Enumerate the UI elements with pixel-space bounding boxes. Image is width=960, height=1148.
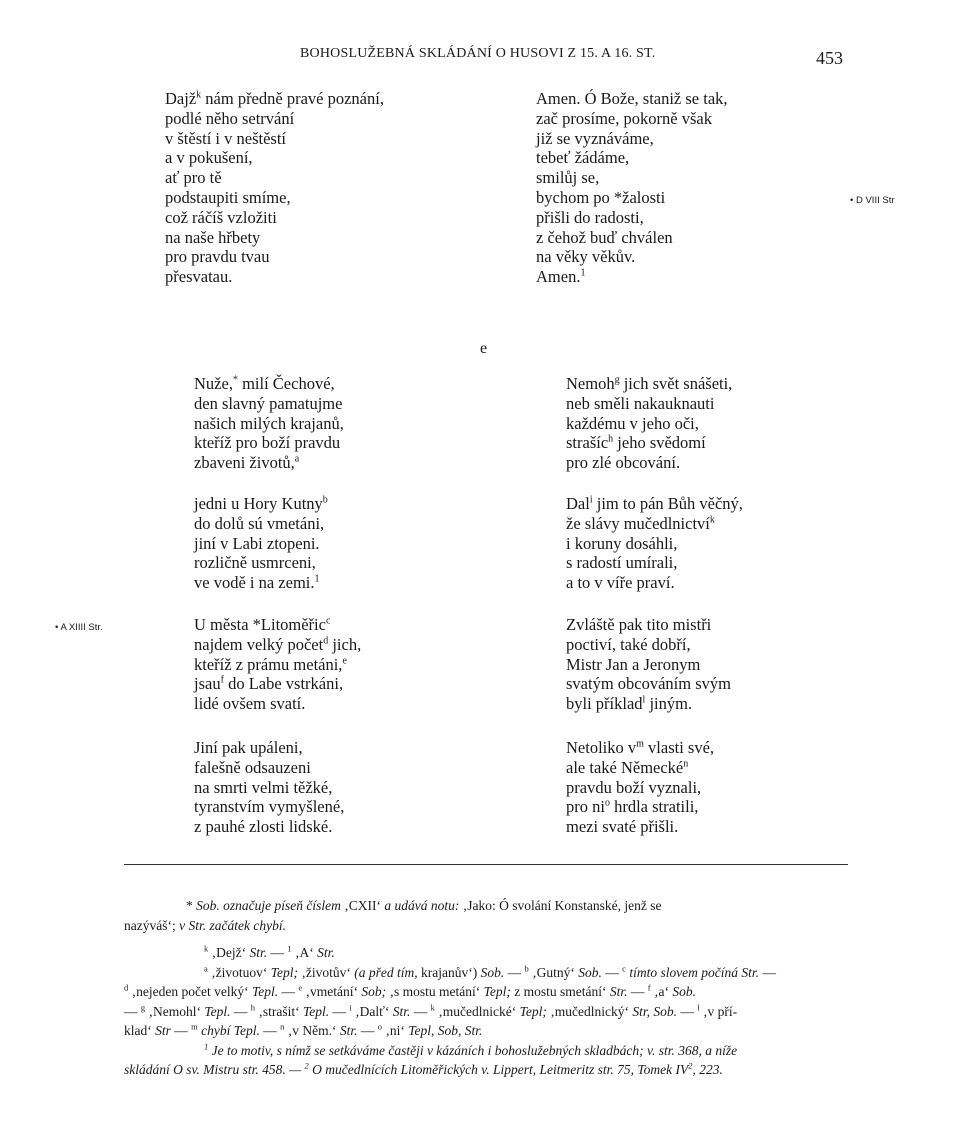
stanza-1: Nuže,* milí Čechové, den slavný pamatujme našich milých krajanů, kteříž pro boží pravdu zbaveni životů,$^a$ bbox=[194, 374, 344, 473]
stanza-8: Netoliko $v^m$ vlasti své, ale také Německé$^n$ pravdu boží vyznali, pro $ni^o$ hrdla stratili, mezi svaté přišli. bbox=[566, 738, 715, 837]
stanza-3: U města *Litoměřic$^c$ najdem velký počet$^d$ jich, kteříž z prámu metáni,$^e$ jsau$^f$ do Labe vstrkáni, lidé ovšem svatí. bbox=[194, 615, 362, 714]
stanza-2: jedni u Hory Kutny$^b$ do dolů sú vmetáni, jiní v Labi ztopeni. rozličně usmrceni, ve vodě i na zemi.$^1$ bbox=[194, 494, 328, 593]
verse-top-right: Amen. Ó Bože, staniž se tak, zač prosíme, pokorně však již se vyznáváme, tebeť žádáme, smilůj se, bychom po *žalosti přišli do radosti, z čehož buď chválen na věky věkův. Amen.$^1$ bbox=[536, 89, 728, 287]
footnote-star: * Sob. označuje píseň číslem ‚CXII‘ a udává notu: ‚Jako: Ó svolání Konstanské, jenž se nazýváš‘; v Str. začátek chybí. bbox=[124, 898, 662, 933]
footnote-variants: $^a$ ‚životuov‘ Tepl; ‚životův‘ (a před tím, krajanův‘) Sob. — $^b$ ‚Gutný‘ Sob. — $^c$ tímto slovem počíná Str. — $^d$ ‚nejeden počet velký‘ Tepl. — $^e$ ‚vmetání‘ Sob; ‚s mostu metání‘ Tepl; z mostu smetání‘ Str. — $^f$ ‚a‘ Sob. — $^g$ ‚Nemohl‘ Tepl. — $^h$ ‚strašit‘ Tepl. — $^i$ ‚Dalť‘ Str. — $^k$ ‚mučedlnické‘ Tepl; ‚mučedlnický‘ Str, Sob. — $^l$ ‚v pří- klad‘ Str — $^m$ chybí Tepl. — $^n$ ‚v Něm.‘ Str. — $^o$ ‚ni‘ Tepl, Sob, Str. bbox=[124, 963, 776, 1038]
verse-top-left: Dajž$^k$ nám předně pravé poznání, podlé něho setrvání v štěstí i v neštěstí a v pokušení, ať pro tě podstaupiti smíme, což ráčíš vzložiti na naše hřbety pro pravdu tvau přesvatau. bbox=[165, 89, 384, 287]
section-mark: e bbox=[480, 340, 488, 357]
footnote-1: $^1$ Je to motiv, s nímž se setkáváme častěji v kázáních i bohoslužebných skladbách; v. str. 368, a níže skládání O sv. Mistru str. 458. — $^2$ O mučedlnících Litoměřických v. Lippert, Leitmeritz str. 75, Tomek $IV^2$, 223. bbox=[124, 1041, 738, 1077]
margin-note-d: • D VIII Str bbox=[850, 195, 895, 206]
stanza-4: Jiní pak upáleni, falešně odsauzeni na smrti velmi těžké, tyranstvím vymyšlené, z pauhé zlosti lidské. bbox=[194, 738, 345, 837]
stanza-5: Nemoh$^g$ jich svět snášeti, neb směli nakauknauti každému v jeho oči, strašíc$^h$ jeho svědomí pro zlé obcování. bbox=[566, 374, 733, 473]
stanza-7: Zvláště pak tito mistři poctiví, také dobří, Mistr Jan a Jeronym svatým obcováním svým byli příklad$^l$ jiným. bbox=[566, 615, 731, 714]
footnote-k: $^k$ ‚Dejž‘ Str. — $^1$ ‚A‘ Str. bbox=[204, 943, 335, 960]
running-title: BOHOSLUŽEBNÁ SKLÁDÁNÍ O HUSOVI Z 15. A 16. ST. bbox=[300, 46, 656, 61]
page-number: 453 bbox=[816, 48, 843, 68]
margin-note-a: • A XIIII Str. bbox=[55, 622, 103, 633]
stanza-6: Dal$^i$ jim to pán Bůh věčný, že slávy mučedlnictví$^k$ i koruny dosáhli, s radostí umírali, a to v víře praví. bbox=[566, 494, 743, 593]
footnotes bbox=[124, 896, 850, 1080]
footnote-divider bbox=[124, 864, 848, 865]
